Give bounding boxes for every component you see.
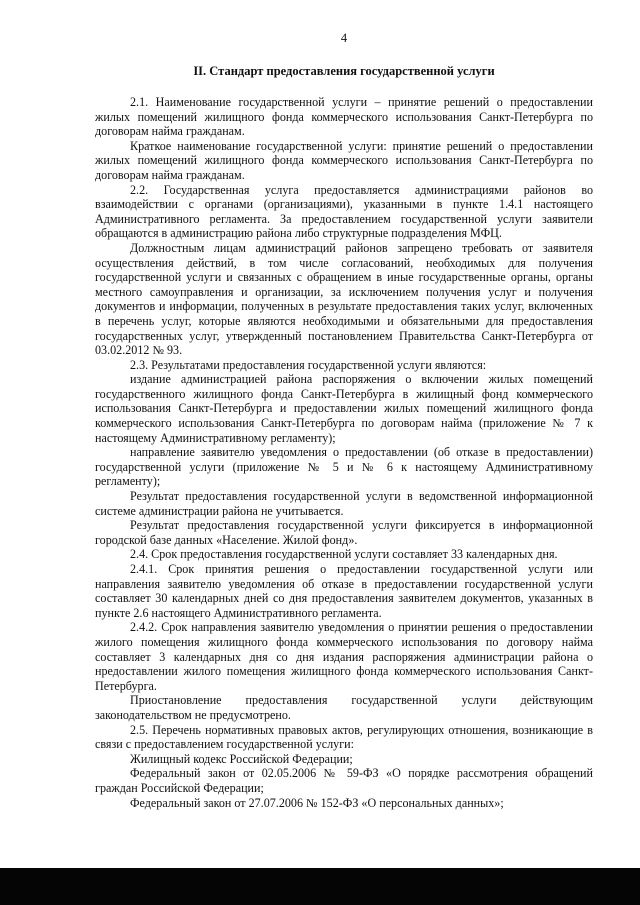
- paragraph-result-order: издание администрацией района распоряжения о включении жилых помещений государственного жилищного фонда Санкт-Петербурга в жилищный фонд коммерческого использования Санкт-Петербурга и предоставлении жилых помещений жилищного фонда коммерческого использования Санкт-Петербурга по договорам найма (приложение № 7 к настоящему Административному регламенту);: [95, 372, 593, 445]
- page-number: 4: [340, 31, 348, 45]
- paragraph-2-3: 2.3. Результатами предоставления государственной услуги являются:: [130, 357, 487, 372]
- paragraph-law-152-fz: Федеральный закон от 27.07.2006 № 152-ФЗ «О персональных данных»;: [130, 795, 504, 810]
- paragraph-2-4: 2.4. Срок предоставления государственной услуги составляет 33 календарных дня.: [130, 547, 558, 562]
- document-body: [95, 95, 593, 810]
- paragraph-result-recorded: Результат предоставления государственной услуги фиксируется в информационной городской базе данных «Население. Жилой фонд».: [95, 518, 593, 547]
- document-page: [95, 30, 593, 810]
- paragraph-law-59-fz: Федеральный закон от 02.05.2006 № 59-ФЗ «О порядке рассмотрения обращений граждан Российской Федерации;: [95, 766, 593, 795]
- paragraph-result-not-counted: Результат предоставления государственной услуги в ведомственной информационной системе администрации района не учитывается.: [95, 489, 593, 518]
- scan-footer-bar: [0, 868, 640, 905]
- paragraph-suspension: Приостановление предоставления государственной услуги действующим законодательством не предусмотрено.: [95, 693, 593, 722]
- paragraph-2-1: 2.1. Наименование государственной услуги – принятие решений о предоставлении жилых помещений жилищного фонда коммерческого использования Санкт-Петербурга по договорам найма гражданам.: [95, 95, 593, 139]
- paragraph-2-4-2: 2.4.2. Срок направления заявителю уведомления о принятии решения о предоставлении жилого помещения жилищного фонда коммерческого использования по договору найма составляет 3 календарных дня со дня издания распоряжения администрации района о нредоставлении жилого помещения жилищного фонда коммерческого использования Санкт-Петербурга.: [95, 620, 593, 693]
- section-heading: II. Стандарт предоставления государственной услуги: [193, 64, 495, 78]
- paragraph-2-4-1: 2.4.1. Срок принятия решения о предоставлении государственной услуги или направления заявителю уведомления об отказе в предоставлении государственной услуги составляет 30 календарных дней со дня предоставления заявителем документов, указанных в пункте 2.6 настоящего Административного регламента.: [95, 562, 593, 620]
- paragraph-housing-code: Жилищный кодекс Российской Федерации;: [130, 751, 353, 766]
- paragraph-result-notification: направление заявителю уведомления о предоставлении (об отказе в предоставлении) государственной услуги (приложение № 5 и № 6 к настоящему Административному регламенту);: [95, 445, 593, 489]
- paragraph-2-5: 2.5. Перечень нормативных правовых актов, регулирующих отношения, возникающие в связи с предоставлением государственной услуги:: [95, 722, 593, 752]
- paragraph-2-2: 2.2. Государственная услуга предоставляется администрациями районов во взаимодействии с органами (организациями), указанными в пункте 1.4.1 настоящего Административного регламента. За предоставлением государственной услуги заявители обращаются в администрацию района либо структурные подразделения МФЦ.: [95, 182, 593, 241]
- paragraph-short-name: Краткое наименование государственной услуги: принятие решений о предоставлении жилых помещений жилищного фонда коммерческого использования Санкт-Петербурга по договорам найма гражданам.: [95, 138, 593, 182]
- paragraph-officials-prohibition: Должностным лицам администраций районов запрещено требовать от заявителя осуществления действий, в том числе согласований, необходимых для получения государственной услуги и связанных с обращением в иные государственные органы, органы местного самоуправления и организации, за исключением получения услуг и получения документов и информации, полученных в результате предоставления таких услуг, включенных в перечень услуг, которые являются необходимыми и обязательными для предоставления государственных услуг, утвержденный постановлением Правительства Санкт-Петербурга от 03.02.2012 № 93.: [95, 240, 593, 358]
